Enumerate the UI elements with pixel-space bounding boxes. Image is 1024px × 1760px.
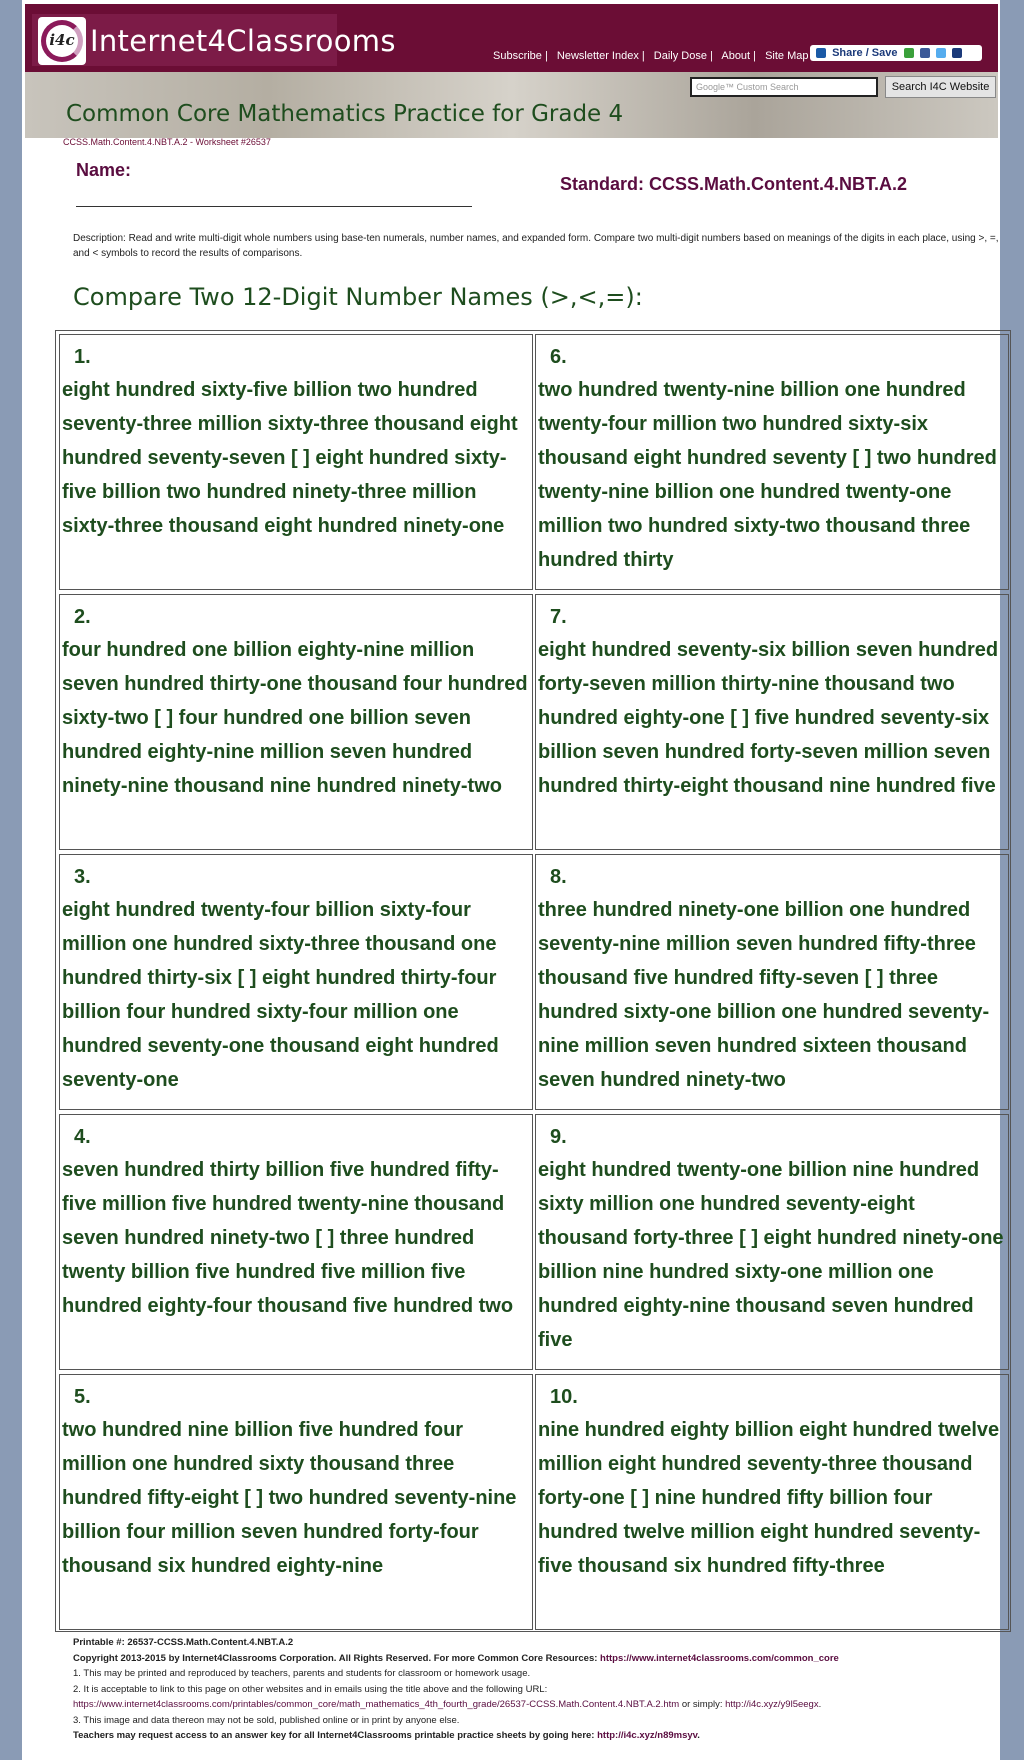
- problem-cell: [59, 1114, 533, 1370]
- logo-mark: i4c: [49, 31, 75, 49]
- nav-about-link[interactable]: About |: [721, 50, 757, 62]
- problem-cell: [59, 854, 533, 1110]
- problem-number: 4.: [74, 1126, 91, 1148]
- problem-text: eight hundred twenty-one billion nine hundred sixty million one hundred seventy-eight thousand forty-three [ ] eight hundred ninety-one billion nine hundred sixty-one million one hundred eighty-nine thousand seven hundred five: [538, 1159, 1004, 1351]
- logo-text: Internet4Classrooms: [90, 24, 396, 58]
- worksheet-code: CCSS.Math.Content.4.NBT.A.2 - Worksheet #26537: [63, 137, 271, 147]
- problem-cell: [535, 854, 1009, 1110]
- problem-number: 3.: [74, 866, 91, 888]
- problem-text: seven hundred thirty billion five hundred fifty-five million five hundred twenty-nine thousand seven hundred ninety-two [ ] three hundred twenty billion five hundred five million five hundred eighty-four thousand five hundred two: [62, 1159, 514, 1317]
- top-nav: [493, 50, 815, 62]
- usage-note-3: 3. This image and data thereon may not be sold, published online or in print by anyone else.: [73, 1714, 460, 1726]
- problem-cell: [59, 1374, 533, 1630]
- page: [22, 0, 1004, 1760]
- site-logo[interactable]: [32, 14, 396, 66]
- problem-number: 10.: [550, 1386, 578, 1408]
- problem-number: 7.: [550, 606, 567, 628]
- logo-icon: [38, 17, 86, 65]
- facebook-icon[interactable]: [920, 48, 930, 58]
- answer-key-link[interactable]: http://i4c.xyz/n89msyv: [597, 1730, 698, 1741]
- copyright-text: Copyright 2013-2015 by Internet4Classrooms Corporation. All Rights Reserved. For more Common Core Resources:: [73, 1652, 598, 1664]
- search-button[interactable]: Search I4C Website: [885, 76, 996, 98]
- description: Description: Read and write multi-digit whole numbers using base-ten numerals, number names, and expanded form. Compare two multi-digit numbers based on meanings of the digits in each place, using >, =, and < symbols to record the results of comparisons.: [73, 233, 999, 259]
- nav-daily-dose-link[interactable]: Daily Dose |: [653, 50, 713, 62]
- problem-text: three hundred ninety-one billion one hundred seventy-nine million seven hundred fifty-three thousand five hundred fifty-seven [ ] three hundred sixty-one billion one hundred seventy-nine million seven hundred sixteen thousand seven hundred ninety-two: [538, 899, 990, 1091]
- problem-text: eight hundred sixty-five billion two hundred seventy-three million sixty-three thousand eight hundred seventy-seven [ ] eight hundred sixty-five billion two hundred ninety-three million sixty-three thousand eight hundred ninety-one: [62, 379, 518, 537]
- problem-cell: [535, 594, 1009, 850]
- printable-number: Printable #: 26537-CCSS.Math.Content.4.NBT.A.2: [73, 1637, 294, 1648]
- answer-key-line: Teachers may request access to an answer key for all Internet4Classrooms printable practice sheets by going here: http://i4c.xyz/n89msyv.: [73, 1730, 700, 1741]
- share-icon: [816, 48, 826, 58]
- name-label: Name:: [76, 160, 132, 180]
- usage-note-2: 2. It is acceptable to link to this page on other websites and in emails using the title above and the following URL:: [73, 1683, 548, 1695]
- twitter-icon[interactable]: [936, 48, 946, 58]
- page-title: Common Core Mathematics Practice for Grade 4: [66, 101, 624, 127]
- problem-text: nine hundred eighty billion eight hundred twelve million eight hundred seventy-three thousand forty-one [ ] nine hundred fifty billion four hundred twelve million eight hundred seventy-five thousand six hundred fifty-three: [538, 1419, 1000, 1577]
- search-input[interactable]: Google™ Custom Search: [690, 77, 878, 97]
- short-url-link[interactable]: http://i4c.xyz/y9l5eegx: [725, 1699, 819, 1710]
- copyright-line: [73, 1651, 1013, 1667]
- problem-text: two hundred twenty-nine billion one hundred twenty-four million two hundred sixty-six thousand eight hundred seventy [ ] two hundred twenty-nine billion one hundred twenty-one million two hundred sixty-two thousand three hundred thirty: [538, 379, 997, 571]
- problem-number: 6.: [550, 346, 567, 368]
- name-blank-line: [76, 206, 472, 207]
- common-core-link[interactable]: https://www.internet4classrooms.com/common_core: [600, 1652, 839, 1664]
- url-or-text: or simply:: [681, 1699, 723, 1710]
- problem-number: 9.: [550, 1126, 567, 1148]
- site-header: [25, 4, 998, 138]
- problem-cell: [535, 1374, 1009, 1630]
- answer-key-text: Teachers may request access to an answer key for all Internet4Classrooms printable practice sheets by going here:: [73, 1730, 595, 1741]
- problem-text: eight hundred seventy-six billion seven hundred forty-seven million thirty-nine thousand two hundred eighty-one [ ] five hundred seventy-six billion seven hundred forty-seven million seven hundred thirty-eight thousand nine hundred five: [538, 639, 999, 797]
- worksheet-url-link[interactable]: https://www.internet4classrooms.com/printables/common_core/math_mathematics_4th_fourth_grade/26537-CCSS.Math.Content.4.NBT.A.2.htm: [73, 1699, 680, 1710]
- usage-note-1: 1. This may be printed and reproduced by teachers, parents and students for classroom or homework usage.: [73, 1668, 531, 1679]
- footer: [73, 1635, 1013, 1744]
- problem-cell: [535, 1114, 1009, 1370]
- problem-text: eight hundred twenty-four billion sixty-four million one hundred sixty-three thousand one hundred thirty-six [ ] eight hundred thirty-four billion four hundred sixty-four million one hundred seventy-one thousand eight hundred seventy-one: [62, 899, 499, 1091]
- problem-number: 8.: [550, 866, 567, 888]
- problem-cell: [59, 594, 533, 850]
- problem-cell: [59, 334, 533, 590]
- problem-number: 1.: [74, 346, 91, 368]
- standard-label: Standard: CCSS.Math.Content.4.NBT.A.2: [560, 174, 908, 194]
- nav-newsletter-link[interactable]: Newsletter Index |: [556, 50, 645, 62]
- email-share-icon[interactable]: [904, 48, 914, 58]
- problem-number: 2.: [74, 606, 91, 628]
- more-share-icon[interactable]: [952, 48, 962, 58]
- problem-text: two hundred nine billion five hundred four million one hundred sixty thousand three hundred fifty-eight [ ] two hundred seventy-nine billion four million seven hundred forty-four thousand six hundred eighty-nine: [62, 1419, 517, 1577]
- problem-text: four hundred one billion eighty-nine million seven hundred thirty-one thousand four hundred sixty-two [ ] four hundred one billion seven hundred eighty-nine million seven hundred ninety-nine thousand nine hundred ninety-two: [62, 639, 528, 797]
- problem-cell: [535, 334, 1009, 590]
- section-title: Compare Two 12-Digit Number Names (>,<,=):: [73, 283, 643, 311]
- share-label: Share / Save: [832, 47, 898, 59]
- url-line: https://www.internet4classrooms.com/printables/common_core/math_mathematics_4th_fourth_grade/26537-CCSS.Math.Content.4.NBT.A.2.htm or simply: http://i4c.xyz/y9l5eegx.: [73, 1699, 822, 1710]
- problem-number: 5.: [74, 1386, 91, 1408]
- problem-grid: [55, 330, 1011, 1632]
- nav-subscribe-link[interactable]: Subscribe |: [493, 50, 548, 62]
- share-save-button[interactable]: [810, 45, 982, 61]
- nav-site-map-link[interactable]: Site Map: [765, 50, 809, 62]
